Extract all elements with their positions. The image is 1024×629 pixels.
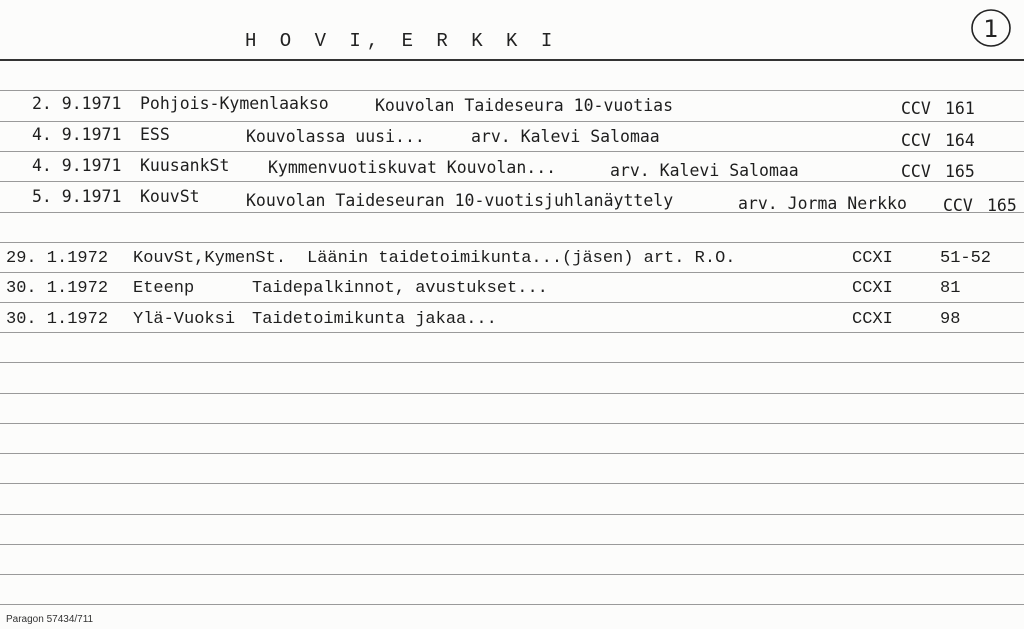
rule	[0, 453, 1024, 454]
entry-page: 164	[945, 131, 975, 150]
rule	[0, 362, 1024, 363]
entry-volume: CCV	[901, 99, 931, 118]
entry-page: 51-52	[940, 249, 992, 268]
rule	[0, 302, 1024, 303]
entry-volume: CCV	[943, 196, 973, 215]
entry-title: Läänin taidetoimikunta...(jäsen) art. R.O.	[307, 249, 736, 268]
rule	[0, 393, 1024, 394]
rule	[0, 151, 1024, 152]
entry-date: 4. 9.1971	[32, 125, 122, 144]
entry-volume: CCXI	[852, 279, 893, 298]
entry-note: arv. Kalevi Salomaa	[471, 127, 660, 146]
entry-source: KouvSt	[140, 187, 200, 206]
entry-volume: CCV	[901, 162, 931, 181]
rule	[0, 181, 1024, 182]
entry-source: KouvSt,KymenSt.	[133, 249, 287, 268]
entry-title: Kouvolassa uusi...	[246, 127, 425, 146]
rule	[0, 483, 1024, 484]
entry-page: 161	[945, 99, 975, 118]
header-rule	[0, 59, 1024, 61]
rule	[0, 242, 1024, 243]
rule	[0, 423, 1024, 424]
rule	[0, 332, 1024, 333]
entry-date: 30. 1.1972	[6, 310, 109, 329]
entry-note: arv. Kalevi Salomaa	[610, 161, 799, 180]
entry-date: 2. 9.1971	[32, 94, 122, 113]
entry-title: Kouvolan Taideseura 10-vuotias	[375, 96, 674, 115]
rule	[0, 90, 1024, 91]
entry-source: ESS	[140, 125, 170, 144]
entry-volume: CCXI	[852, 310, 893, 329]
entry-source: Pohjois-Kymenlaakso	[140, 94, 329, 113]
entry-page: 81	[940, 279, 961, 298]
entry-page: 98	[940, 310, 961, 329]
rule	[0, 574, 1024, 575]
entry-volume: CCV	[901, 131, 931, 150]
entry-title: Kouvolan Taideseuran 10-vuotisjuhlanäyttely	[246, 191, 674, 210]
entry-title: Kymmenvuotiskuvat Kouvolan...	[268, 158, 557, 177]
rule	[0, 121, 1024, 122]
card-footer: Paragon 57434/711	[6, 614, 94, 625]
entry-date: 30. 1.1972	[6, 279, 109, 298]
entry-source: Eteenp	[133, 279, 195, 298]
entry-date: 5. 9.1971	[32, 187, 122, 206]
entry-note: arv. Jorma Nerkko	[738, 194, 907, 213]
entry-page: 165	[945, 162, 975, 181]
entry-page: 165	[987, 196, 1017, 215]
entry-source: Ylä-Vuoksi	[133, 310, 236, 329]
rule	[0, 514, 1024, 515]
card-number-circle	[970, 7, 1012, 49]
card-title: H O V I, E R K K I	[245, 30, 559, 52]
entry-title: Taidepalkinnot, avustukset...	[252, 279, 548, 298]
entry-date: 29. 1.1972	[6, 249, 109, 268]
rule	[0, 604, 1024, 605]
entry-date: 4. 9.1971	[32, 156, 122, 175]
entry-title: Taidetoimikunta jakaa...	[252, 310, 497, 329]
card-number: 1	[983, 15, 999, 43]
entry-volume: CCXI	[852, 249, 893, 268]
entry-source: KuusankSt	[140, 156, 230, 175]
rule	[0, 272, 1024, 273]
rule	[0, 544, 1024, 545]
